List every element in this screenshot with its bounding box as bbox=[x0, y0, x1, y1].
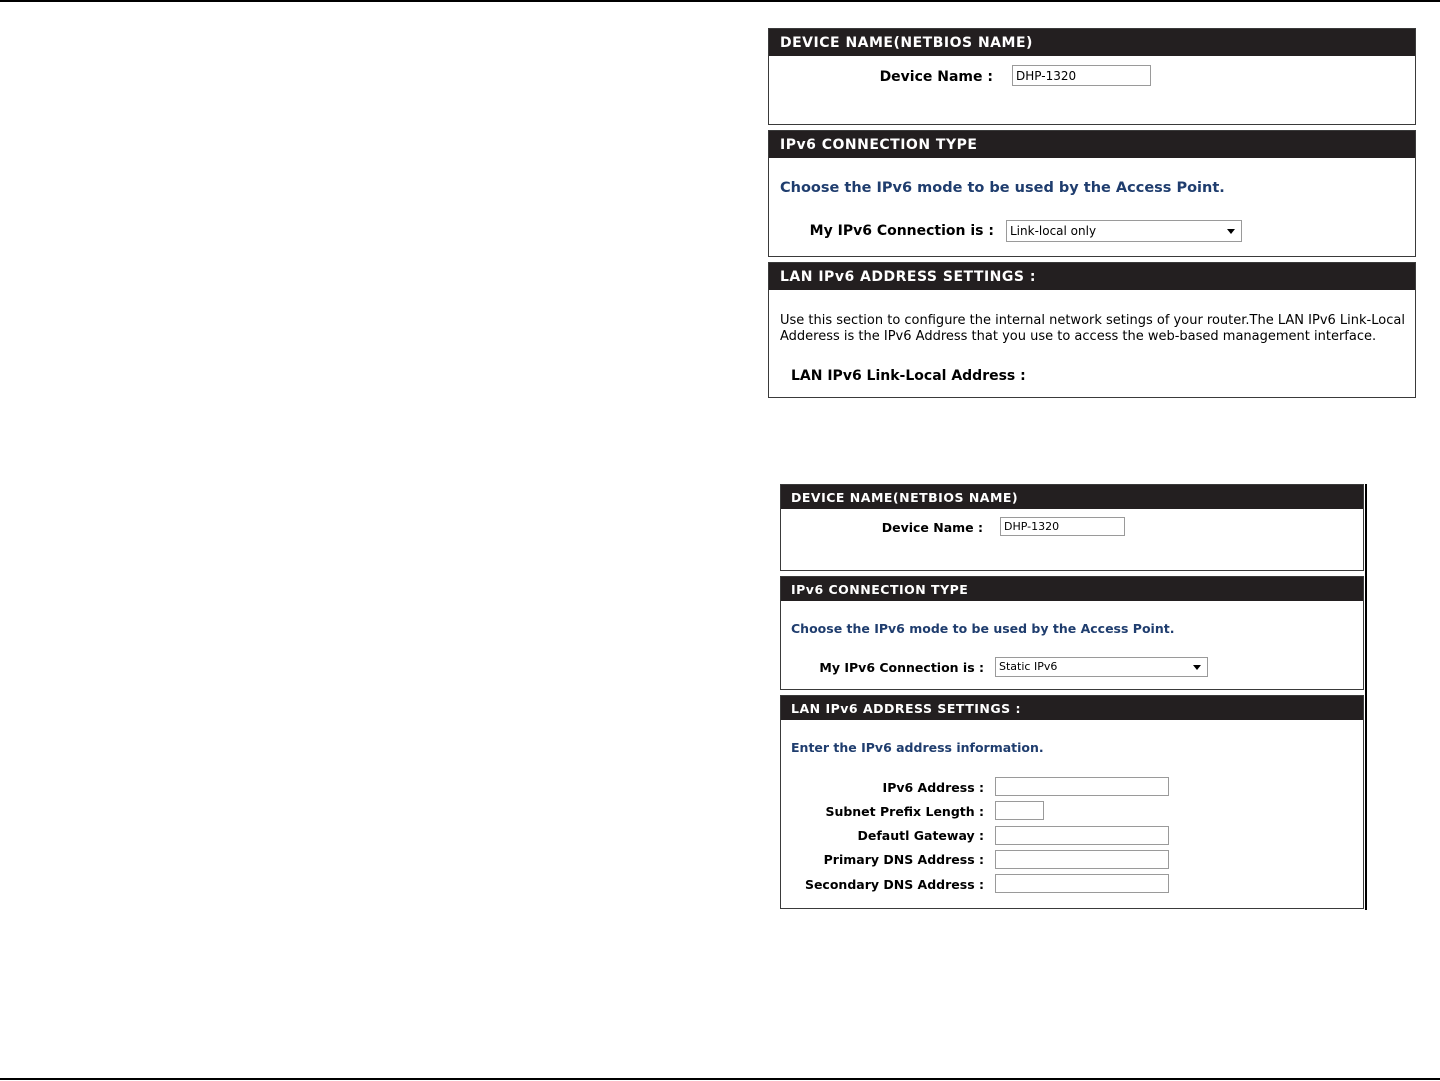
device-name-label: Device Name : bbox=[879, 69, 993, 85]
subnet-prefix-input[interactable] bbox=[995, 801, 1044, 820]
secondary-dns-label: Secondary DNS Address : bbox=[804, 877, 984, 892]
lan-ipv6-panel bbox=[780, 695, 1364, 909]
lan-ipv6-heading: LAN IPv6 ADDRESS SETTINGS : bbox=[781, 696, 1363, 720]
ipv6-address-input[interactable] bbox=[995, 777, 1169, 796]
chevron-down-icon bbox=[1193, 665, 1201, 670]
bottom-rule bbox=[0, 1078, 1440, 1080]
device-name-panel bbox=[780, 484, 1364, 571]
connection-label: My IPv6 Connection is : bbox=[819, 660, 984, 675]
connection-type-intro: Choose the IPv6 mode to be used by the Access Point. bbox=[791, 621, 1175, 636]
device-name-label: Device Name : bbox=[881, 520, 983, 535]
subnet-prefix-label: Subnet Prefix Length : bbox=[825, 804, 984, 819]
connection-type-value: Static IPv6 bbox=[999, 660, 1058, 673]
connection-type-select[interactable] bbox=[995, 657, 1208, 677]
connection-label: My IPv6 Connection is : bbox=[809, 223, 994, 239]
connection-type-select[interactable] bbox=[1006, 220, 1242, 242]
connection-type-panel bbox=[780, 576, 1364, 690]
connection-type-value: Link-local only bbox=[1010, 224, 1097, 238]
default-gateway-label: Defautl Gateway : bbox=[857, 828, 984, 843]
lan-ipv6-intro: Enter the IPv6 address information. bbox=[791, 740, 1044, 755]
device-name-heading: DEVICE NAME(NETBIOS NAME) bbox=[781, 485, 1363, 509]
primary-dns-input[interactable] bbox=[995, 850, 1169, 869]
connection-type-heading: IPv6 CONNECTION TYPE bbox=[769, 131, 1415, 158]
connection-type-intro: Choose the IPv6 mode to be used by the Access Point. bbox=[780, 180, 1225, 196]
connection-type-heading: IPv6 CONNECTION TYPE bbox=[781, 577, 1363, 601]
connection-type-panel bbox=[768, 130, 1416, 257]
window-edge-line bbox=[1365, 484, 1367, 910]
top-rule bbox=[0, 0, 1440, 2]
device-name-panel bbox=[768, 28, 1416, 125]
lan-ipv6-panel bbox=[768, 262, 1416, 398]
lan-ipv6-description bbox=[780, 313, 1405, 345]
lan-ipv6-description-line2: Adderess is the IPv6 Address that you use to access the web-based management interface. bbox=[780, 329, 1377, 344]
primary-dns-label: Primary DNS Address : bbox=[823, 852, 984, 867]
lan-ipv6-heading: LAN IPv6 ADDRESS SETTINGS : bbox=[769, 263, 1415, 290]
link-local-address-label: LAN IPv6 Link-Local Address : bbox=[791, 368, 1026, 384]
chevron-down-icon bbox=[1227, 229, 1235, 234]
device-name-heading: DEVICE NAME(NETBIOS NAME) bbox=[769, 29, 1415, 56]
secondary-dns-input[interactable] bbox=[995, 874, 1169, 893]
default-gateway-input[interactable] bbox=[995, 826, 1169, 845]
ipv6-address-label: IPv6 Address : bbox=[882, 780, 984, 795]
device-name-input[interactable] bbox=[1012, 65, 1151, 86]
lan-ipv6-description-line1: Use this section to configure the internal network setings of your router.The LAN IPv6 Link-Local bbox=[780, 313, 1405, 328]
device-name-input[interactable] bbox=[1000, 517, 1125, 536]
